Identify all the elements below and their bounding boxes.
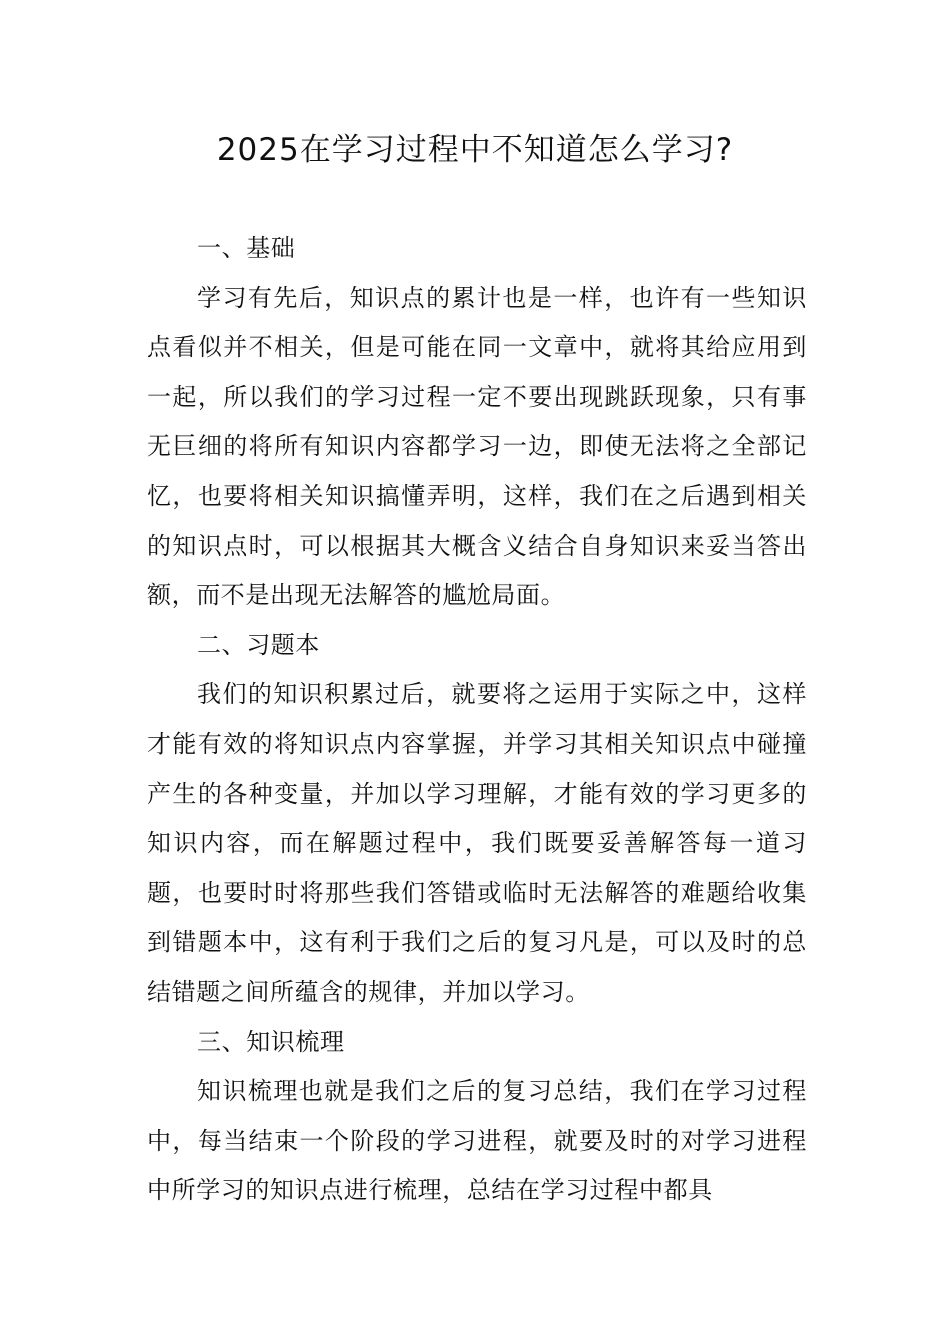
section-heading-basics: 一、基础	[197, 234, 296, 262]
document-body	[147, 224, 807, 1216]
section-heading-knowledge-review: 三、知识梳理	[197, 1027, 345, 1056]
page-title: 2025在学习过程中不知道怎么学习?	[216, 132, 734, 168]
section-paragraph-knowledge-review: 知识梳理也就是我们之后的复习总结，我们在学习过程中，每当结束一个阶段的学习进程，就要及时的对学习进程中所学习的知识点进行梳理，总结在学习过程中都具	[147, 1077, 807, 1205]
section-paragraph-exercise-book: 我们的知识积累过后，就要将之运用于实际之中，这样才能有效的将知识点内容掌握，并学习其相关知识点中碰撞产生的各种变量，并加以学习理解，才能有效的学习更多的知识内容，而在解题过程中，我们既要妥善解答每一道习题，也要时时将那些我们答错或临时无法解答的难题给收集到错题本中，这有利于我们之后的复习凡是，可以及时的总结错题之间所蕴含的规律，并加以学习。	[147, 680, 807, 1006]
section-paragraph-basics: 学习有先后，知识点的累计也是一样，也许有一些知识点看似并不相关，但是可能在同一文章中，就将其给应用到一起，所以我们的学习过程一定不要出现跳跃现象，只有事无巨细的将所有知识内容都学习一边，即使无法将之全部记忆，也要将相关知识搞懂弄明，这样，我们在之后遇到相关的知识点时，可以根据其大概含义结合自身知识来妥当答出额，而不是出现无法解答的尴尬局面。	[147, 283, 807, 610]
section-heading-exercise-book: 二、习题本	[197, 630, 320, 659]
